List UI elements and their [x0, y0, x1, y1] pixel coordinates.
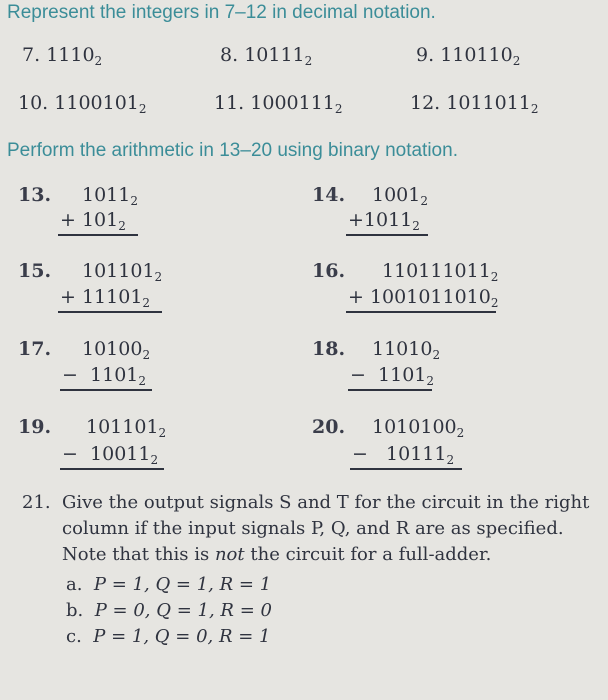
option-b: b. P = 0, Q = 1, R = 0 [66, 600, 272, 621]
problem-17-bottom: − $1101_2$ [62, 364, 147, 388]
problem-12: 12. $1011011_2$ [410, 92, 539, 116]
problem-16-rule [346, 311, 496, 313]
problem-20-top: $1010100_2$ [372, 416, 465, 440]
problem-21-line-3: Note that this is not the circuit for a full-adder. [62, 544, 492, 565]
problem-14-number: 14. [312, 184, 346, 206]
problem-11: 11. $1000111_2$ [214, 92, 343, 116]
problem-20-number: 20. [312, 416, 346, 438]
problem-14-bottom: $+1011_2$ [348, 209, 420, 233]
problem-15-rule [58, 311, 162, 313]
section-heading-decimal: Represent the integers in 7–12 in decimal notation. [7, 2, 436, 23]
problem-13-number: 13. [18, 184, 52, 206]
problem-13-top: $1011_2$ [82, 184, 138, 208]
problem-19-number: 19. [18, 416, 52, 438]
problem-13-bottom: + $101_2$ [60, 209, 126, 233]
problem-17-number: 17. [18, 338, 52, 360]
option-c: c. P = 1, Q = 0, R = 1 [66, 626, 271, 647]
problem-21-line-1: Give the output signals S and T for the circuit in the right [62, 492, 590, 513]
problem-14-rule [346, 234, 428, 236]
problem-16-top: $110111011_2$ [382, 260, 499, 284]
problem-7: 7. $1110_2$ [22, 44, 103, 68]
problem-15-number: 15. [18, 260, 52, 282]
problem-13-rule [58, 234, 138, 236]
problem-9: 9. $110110_2$ [416, 44, 521, 68]
problem-17-top: $10100_2$ [82, 338, 151, 362]
section-heading-arithmetic: Perform the arithmetic in 13–20 using binary notation. [7, 140, 458, 161]
problem-14-top: $1001_2$ [372, 184, 428, 208]
problem-17-rule [60, 389, 152, 391]
problem-20-rule [350, 468, 462, 470]
problem-16-bottom: + $1001011010_2$ [348, 286, 499, 310]
option-a: a. P = 1, Q = 1, R = 1 [66, 574, 272, 595]
problem-15-bottom: + $11101_2$ [60, 286, 151, 310]
problem-18-rule [348, 389, 432, 391]
problem-21-number: 21. [22, 492, 51, 513]
problem-21-line-2: column if the input signals P, Q, and R are as specified. [62, 518, 564, 539]
problem-18-top: $11010_2$ [372, 338, 441, 362]
problem-15-top: $101101_2$ [82, 260, 163, 284]
problem-20-bottom: − $10111_2$ [352, 443, 455, 467]
problem-10: 10. $1100101_2$ [18, 92, 147, 116]
problem-8: 8. $10111_2$ [220, 44, 313, 68]
problem-19-rule [60, 468, 164, 470]
problem-18-number: 18. [312, 338, 346, 360]
problem-16-number: 16. [312, 260, 346, 282]
problem-19-bottom: − $10011_2$ [62, 443, 159, 467]
problem-19-top: $101101_2$ [86, 416, 167, 440]
problem-18-bottom: − $1101_2$ [350, 364, 435, 388]
